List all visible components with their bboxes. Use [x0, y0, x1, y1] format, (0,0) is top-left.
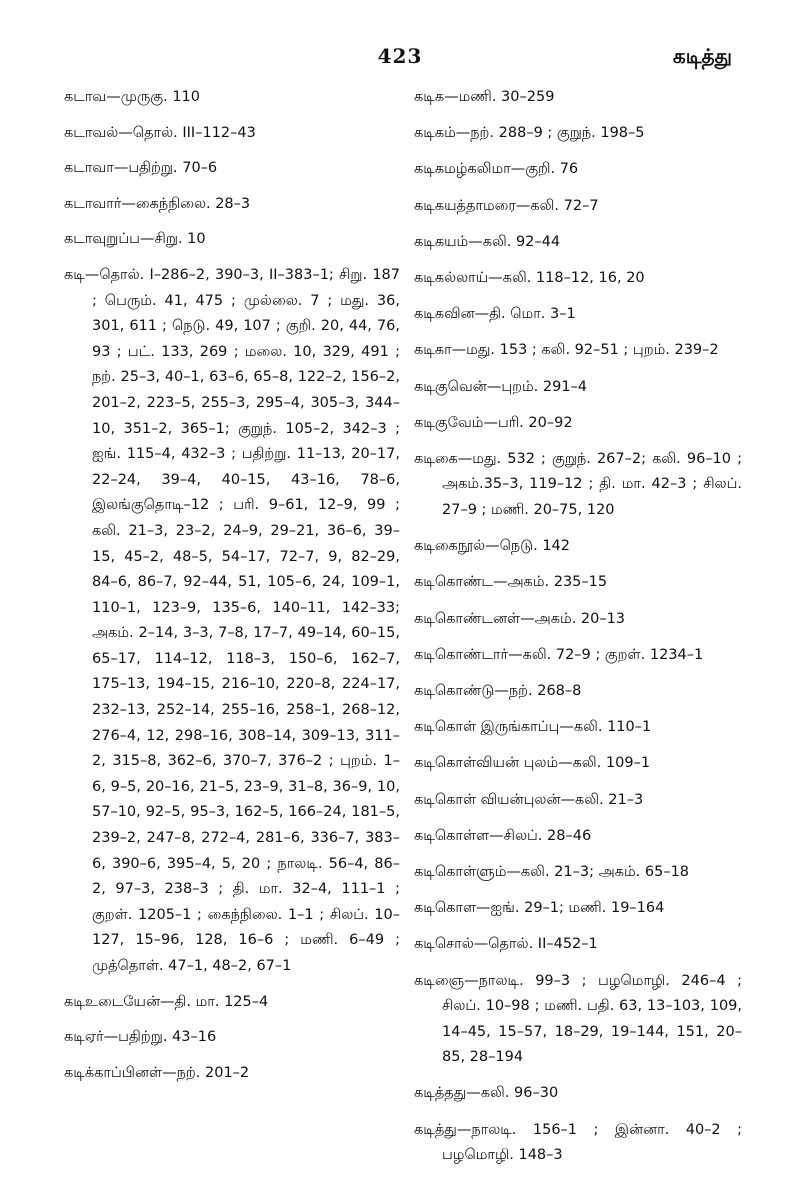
index-entry: கடித்து—நாலடி. 156–1 ; இன்னா. 40–2 ; பழமொழி. 148–3 [414, 1121, 742, 1164]
index-entry: கடிகா—மது. 153 ; கலி. 92–51 ; புறம். 239–2 [414, 342, 719, 359]
running-head: கடித்து [672, 44, 732, 68]
index-entry: கடிக்காப்பினள்—நற். 201–2 [64, 1064, 250, 1081]
index-entry: கடிகவின—தி. மொ. 3–1 [414, 306, 576, 323]
index-entry: கடிகொள்ள—சிலப். 28–46 [414, 827, 592, 844]
index-entry: கடிகொள—ஐங். 29–1; மணி. 19–164 [414, 900, 665, 917]
page-number: 423 [377, 44, 423, 68]
index-entry: கடிகம்—நற். 288–9 ; குறுந். 198–5 [414, 125, 645, 142]
index-entry: கடிக—மணி. 30–259 [414, 89, 555, 105]
index-entry: கடிகைநூல்—நெடு. 142 [414, 538, 570, 555]
index-entry: கடிகொண்டு—நற். 268–8 [414, 683, 582, 699]
index-entry: கடிகொண்டார்—கலி. 72–9 ; குறள். 1234–1 [414, 646, 704, 663]
index-entry: கடிகொள்வியன் புலம்—கலி. 109–1 [414, 755, 651, 772]
index-entry: கடி—தொல். I–286–2, 390–3, II–383–1; சிறு. 187 ; பெரும். 41, 475 ; முல்லை. 7 ; மது. 36, 301, 611 ; நெடு. 49, 107 ; குறி. 20, 44, 76, 93 ; பட். 133, 269 ; மலை. 10, 329, 491 ; நற். 25–3, 40–1, 63–6, 65–8, 122–2, 156–2, 201–2, 223–5, 255–3, 295–4, 305–3, 344–10, 351–2, 365–1; குறுந். 105–2, 342–3 ; ஐங். 115–4, 432–3 ; பதிற்று. 11–13, 20–17, 22–24, 39–4, 40–15, 43–16, 78–6, இலங்குதொடி–12 ; பரி. 9–61, 12–9, 99 ; கலி. 21–3, 23–2, 24–9, 29–21, 36–6, 39–15, 45–2, 48–5, 54–17, 72–7, 9, 82–29, 84–6, 86–7, 92–44, 51, 105–6, 24, 109–1, 110–1, 123–9, 135–6, 140–11, 142–33; அகம். 2–14, 3–3, 7–8, 17–7, 49–14, 60–15, 65–17, 114–12, 118–3, 150–6, 162–7, 175–13, 194–15, 216–10, 220–8, 224–17, 232–13, 252–14, 255–16, 258–1, 268–12, 276–4, 12, 298–16, 308–14, 309–13, 311–2, 315–8, 362–6, 370–7, 376–2 ; புறம். 1–6, 9–5, 20–16, 21–5, 23–9, 31–8, 36–9, 10, 57–10, 92–5, 95–3, 162–5, 166–24, 181–5, 239–2, 247–8, 272–4, 281–6, 336–7, 383–6, 390–6, 395–4, 5, 20 ; நாலடி. 56–4, 86–2, 97–3, 238–3 ; தி. மா. 32–4, 111–1 ; குறள். 1205–1 ; கைந்நிலை. 1–1 ; சிலப். 10–127, 15–96, 128, 16–6 ; மணி. 6–49 ; முத்தொள். 47–1, 48–2, 67–1 [64, 266, 400, 974]
index-entry: கடிஏர்—பதிற்று. 43–16 [64, 1029, 217, 1046]
index-entry: கடாவல்—தொல். III–112–43 [64, 124, 256, 141]
index-entry: கடிஉடையேன்—தி. மா. 125–4 [64, 993, 269, 1010]
index-entry: கடாவுறுப்ப—சிறு. 10 [64, 231, 206, 248]
index-entry: கடிகொள்ளும்—கலி. 21–3; அகம். 65–18 [414, 863, 690, 880]
index-entry: கடிகை—மது. 532 ; குறுந். 267–2; கலி. 96–10 ; அகம்.35–3, 119–12 ; தி. மா. 42–3 ; சிலப். 27–9 ; மணி. 20–75, 120 [414, 450, 742, 519]
index-entry: கடிஞை—நாலடி. 99–3 ; பழமொழி. 246–4 ; சிலப். 10–98 ; மணி. பதி. 63, 13–103, 109, 14–45, 15–57, 18–29, 19–144, 151, 20–85, 28–194 [414, 972, 742, 1066]
index-entry: கடிகயத்தாமரை—கலி. 72–7 [414, 197, 599, 214]
index-entry: கடிகுவேம்—பரி. 20–92 [414, 414, 573, 431]
index-entry: கடிகயம்—கலி. 92–44 [414, 233, 561, 250]
index-entry: கடிகொள் இருங்காப்பு—கலி. 110–1 [414, 719, 652, 736]
index-entry: கடிகல்லாய்—கலி. 118–12, 16, 20 [414, 269, 645, 286]
index-entry: கடிசொல்—தொல். II–452–1 [414, 936, 598, 953]
index-entry: கடாவா—பதிற்று. 70–6 [64, 160, 218, 177]
index-entry: கடிகொண்டனள்—அகம். 20–13 [414, 610, 626, 627]
index-entry: கடாவார்—கைந்நிலை. 28–3 [64, 195, 251, 212]
index-entry: கடிகுவென்—புறம். 291–4 [414, 378, 588, 395]
index-entry: கடிகொள் வியன்புலன்—கலி. 21–3 [414, 791, 644, 808]
index-entry: கடிகொண்ட—அகம். 235–15 [414, 574, 608, 591]
right-column [414, 85, 742, 1179]
index-entry: கடிகமழ்கலிமா—குறி. 76 [414, 161, 579, 178]
index-entry: கடாவ—முருகு. 110 [64, 89, 201, 105]
index-entry: கடித்தது—கலி. 96–30 [414, 1085, 559, 1102]
left-column [64, 85, 400, 1096]
